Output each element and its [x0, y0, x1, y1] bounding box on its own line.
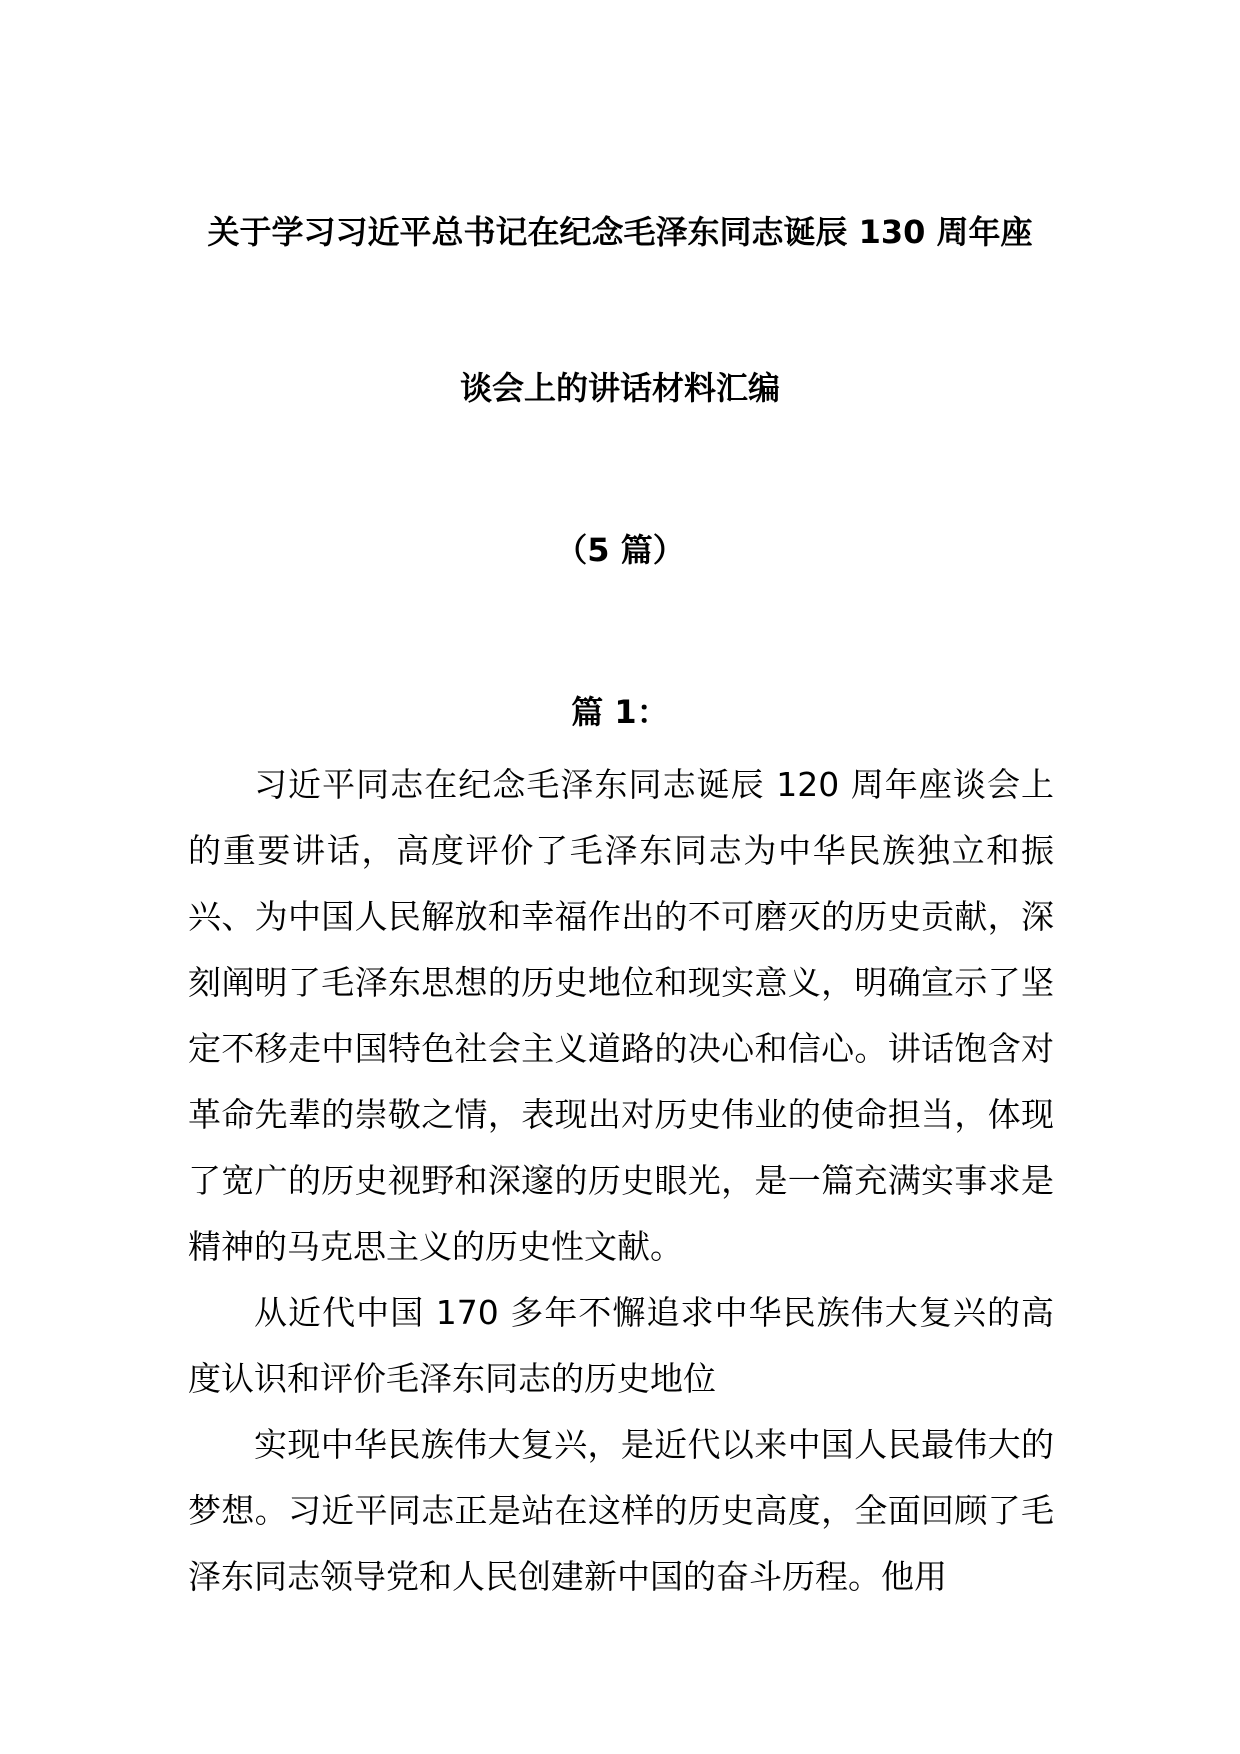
paragraph-1: 习近平同志在纪念毛泽东同志诞辰 120 周年座谈会上的重要讲话，高度评价了毛泽东同志为中华民族独立和振兴、为中国人民解放和幸福作出的不可磨灭的历史贡献，深刻阐明了毛泽东思想的历史地位和现实意义，明确宣示了坚定不移走中国特色社会主义道路的决心和信心。讲话饱含对革命先辈的崇敬之情，表现出对历史伟业的使命担当，体现了宽广的历史视野和深邃的历史眼光，是一篇充满实事求是精神的马克思主义的历史性文献。 — [188, 765, 1054, 1266]
document-subtitle: （5 篇） — [555, 531, 685, 569]
paragraph-2: 从近代中国 170 多年不懈追求中华民族伟大复兴的高度认识和评价毛泽东同志的历史地位 — [188, 1293, 1054, 1398]
paragraph-3: 实现中华民族伟大复兴，是近代以来中国人民最伟大的梦想。习近平同志正是站在这样的历史高度，全面回顾了毛泽东同志领导党和人民创建新中国的奋斗历程。他用 — [188, 1425, 1054, 1596]
document-title-line-1: 关于学习习近平总书记在纪念毛泽东同志诞辰 130 周年座 — [207, 213, 1033, 251]
document-body — [188, 752, 1054, 1610]
document-title-line-2: 谈会上的讲话材料汇编 — [459, 369, 780, 407]
section-heading: 篇 1： — [571, 693, 669, 731]
